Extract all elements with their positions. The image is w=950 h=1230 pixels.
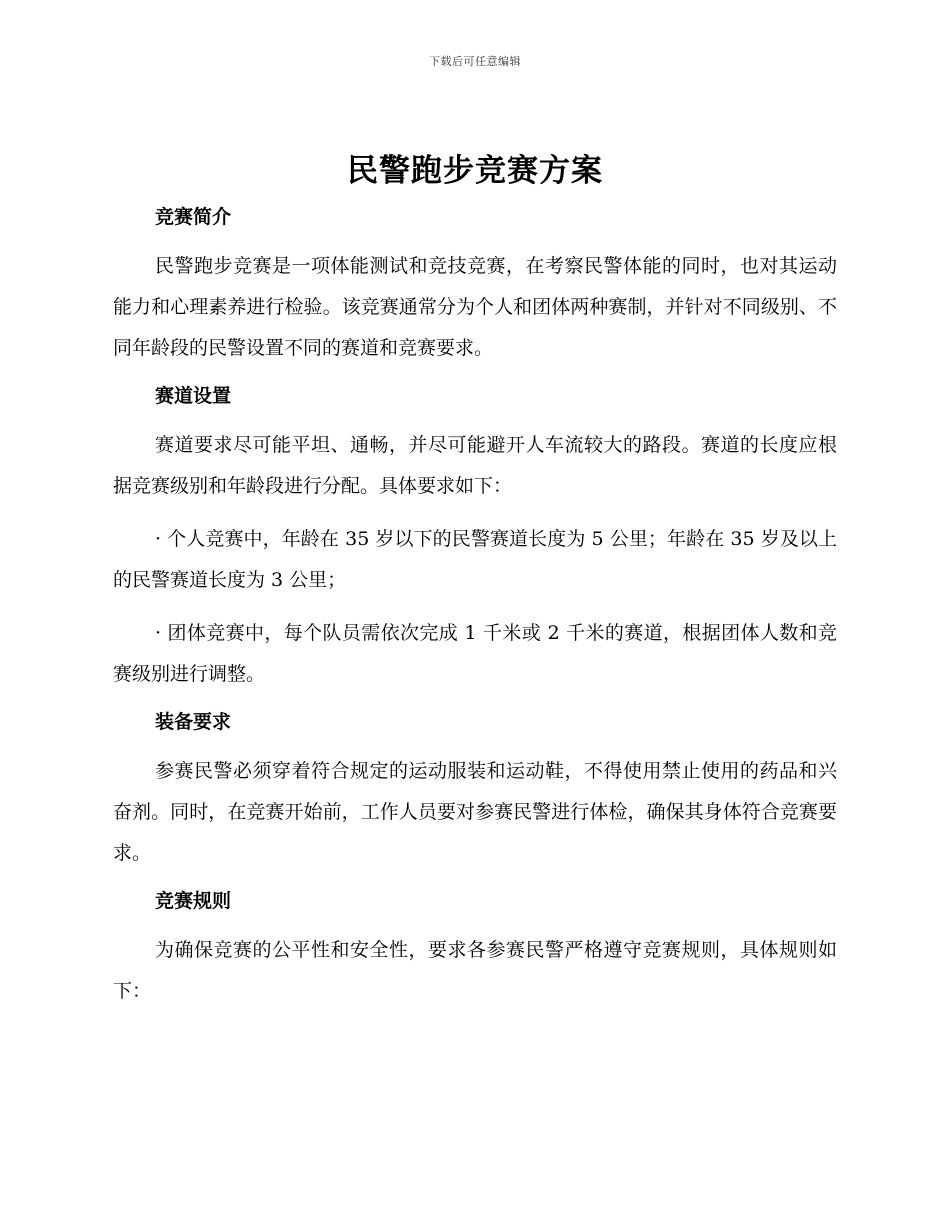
section-heading: 竞赛规则 xyxy=(155,890,232,912)
section-equipment xyxy=(113,707,837,874)
header-note: 下载后可任意编辑 xyxy=(429,55,521,68)
paragraph: 民警跑步竞赛是一项体能测试和竞技竞赛，在考察民警体能的同时，也对其运动能力和心理素养进行检验。该竞赛通常分为个人和团体两种赛制，并针对不同级别、不同年龄段的民警设置不同的赛道和竞赛要求。 xyxy=(113,255,837,359)
section-heading: 竞赛简介 xyxy=(155,206,232,228)
paragraph: 赛道要求尽可能平坦、通畅，并尽可能避开人车流较大的路段。赛道的长度应根据竞赛级别和年龄段进行分配。具体要求如下： xyxy=(113,434,837,497)
section-rules xyxy=(113,886,837,1012)
paragraph: 参赛民警必须穿着符合规定的运动服装和运动鞋，不得使用禁止使用的药品和兴奋剂。同时，在竞赛开始前，工作人员要对参赛民警进行体检，确保其身体符合竞赛要求。 xyxy=(113,760,837,864)
section-track xyxy=(113,381,837,695)
document-body xyxy=(113,148,837,1024)
section-intro xyxy=(113,202,837,369)
bullet-item: · 个人竞赛中，年龄在 35 岁以下的民警赛道长度为 5 公里；年龄在 35 岁及以上的民警赛道长度为 3 公里； xyxy=(113,528,837,591)
section-heading: 赛道设置 xyxy=(155,385,232,407)
page-title: 民警跑步竞赛方案 xyxy=(347,153,603,189)
bullet-item: · 团体竞赛中，每个队员需依次完成 1 千米或 2 千米的赛道，根据团体人数和竞赛级别进行调整。 xyxy=(113,622,837,685)
section-heading: 装备要求 xyxy=(155,711,232,733)
paragraph: 为确保竞赛的公平性和安全性，要求各参赛民警严格遵守竞赛规则，具体规则如下： xyxy=(113,939,837,1002)
